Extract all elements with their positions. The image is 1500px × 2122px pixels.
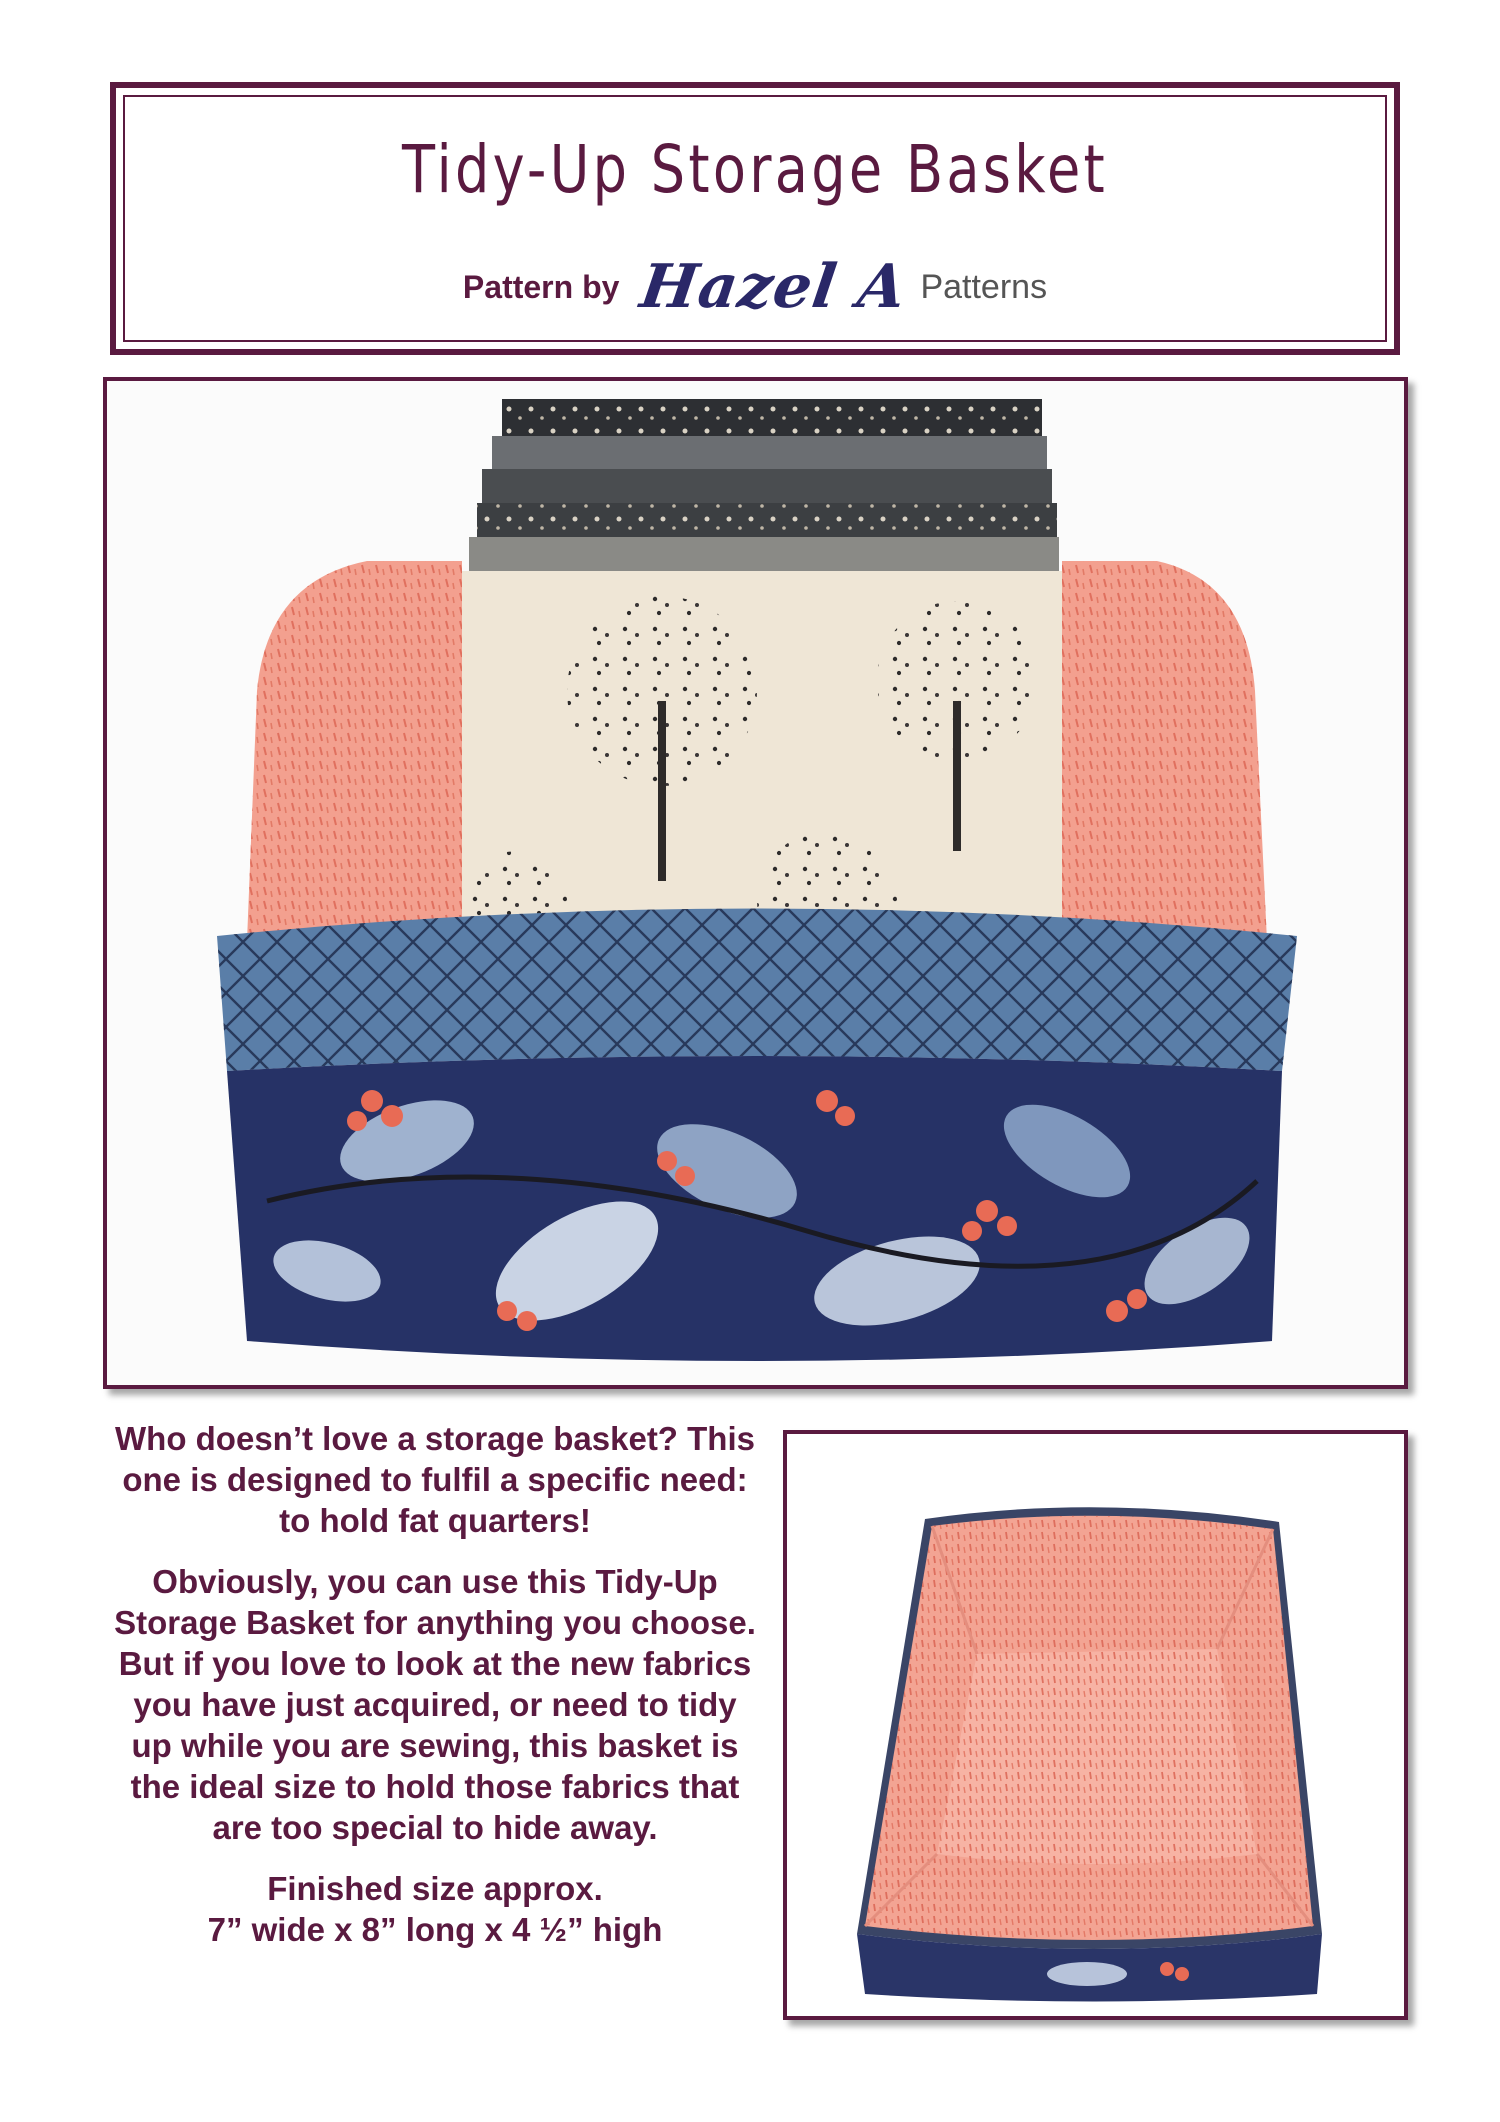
basket-top-illustration [787,1434,1404,2016]
basket-front-illustration [107,381,1404,1385]
finished-size-label: Finished size approx. [267,1870,603,1907]
brand-logo-name: Hazel A [636,252,912,322]
detail-paragraph: Obviously, you can use this Tidy-Up Storage Basket for anything you choose. But if you love to look at the new fabrics you have just acquired, or need to tidy up while you are sewing, this basket is the ideal size to hold those fabrics that are too special to hide away. [114,1563,756,1846]
page-title: Tidy-Up Storage Basket [401,131,1109,208]
byline-prefix: Pattern by [462,268,620,305]
top-view-photo [783,1430,1408,2020]
byline [125,247,1385,327]
main-product-photo [103,377,1408,1389]
description-block [110,1418,760,1950]
intro-paragraph: Who doesn’t love a storage basket? This one is designed to fulfil a specific need: to hold fat quarters! [115,1420,755,1539]
brand-logo-suffix: Patterns [920,267,1048,306]
header-frame [110,82,1400,355]
header-inner-border [123,95,1387,342]
finished-size-value: 7” wide x 8” long x 4 ½” high [207,1911,663,1948]
